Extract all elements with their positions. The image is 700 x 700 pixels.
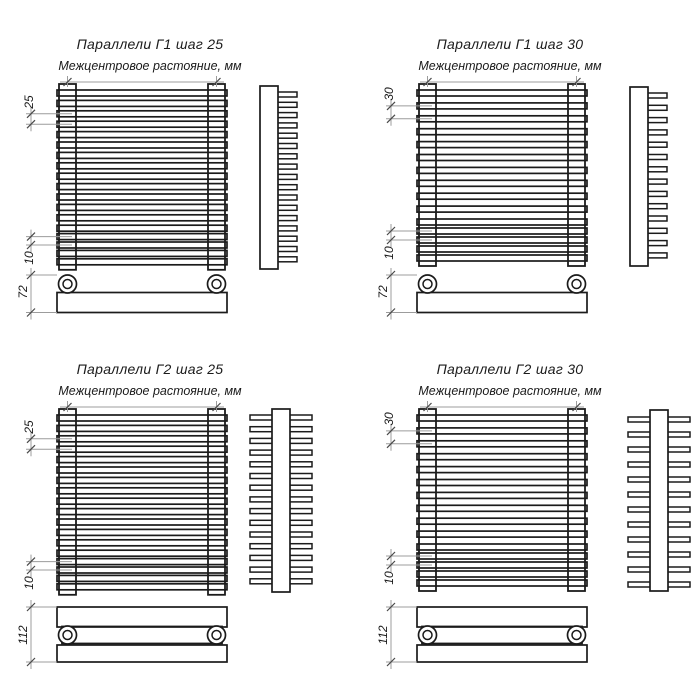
- center-distance-label: Межцентровое растояние, мм: [58, 384, 242, 398]
- dim-small-step-label: 10: [22, 251, 36, 265]
- collector-height-dimension: [386, 600, 417, 669]
- dim-step-label: 25: [22, 95, 36, 109]
- dim-small-step-label: 10: [22, 576, 36, 590]
- panel-line-art: [0, 0, 340, 375]
- panel-title: Параллели Г2 шаг 30: [436, 361, 584, 377]
- panel-parallels-g1-step30: [360, 0, 700, 375]
- collector-height-dimension: [26, 600, 57, 669]
- front-view: [57, 84, 227, 270]
- center-distance-label: Межцентровое растояние, мм: [418, 59, 602, 73]
- center-distance-dimension: [420, 76, 584, 87]
- dim-small-step-label: 10: [382, 571, 396, 585]
- panel-line-art: [360, 325, 700, 700]
- panel-line-art: [360, 0, 700, 375]
- panel-parallels-g2-step30: [360, 325, 700, 700]
- dim-collector-height-label: 112: [16, 625, 30, 645]
- panel-title: Параллели Г1 шаг 30: [436, 36, 584, 52]
- center-distance-dimension: [60, 401, 224, 412]
- center-distance-dimension: [420, 401, 584, 412]
- panel-parallels-g2-step25: [0, 325, 340, 700]
- side-view: [628, 410, 690, 591]
- side-view: [260, 86, 297, 269]
- center-distance-label: Межцентровое растояние, мм: [58, 59, 242, 73]
- panel-parallels-g1-step25: [0, 0, 340, 375]
- collector-height-dimension: [26, 268, 57, 320]
- panel-title: Параллели Г2 шаг 25: [76, 361, 224, 377]
- dim-step-label: 30: [382, 412, 396, 426]
- dim-step-label: 30: [382, 87, 396, 101]
- bottom-collector-view: [57, 607, 227, 662]
- dim-collector-height-label: 72: [376, 285, 390, 299]
- panel-title: Параллели Г1 шаг 25: [76, 36, 224, 52]
- dim-collector-height-label: 72: [16, 285, 30, 299]
- dim-step-label: 25: [22, 420, 36, 434]
- dim-collector-height-label: 112: [376, 625, 390, 645]
- front-view: [57, 409, 227, 595]
- dim-small-step-label: 10: [382, 246, 396, 260]
- collector-height-dimension: [386, 268, 417, 320]
- bottom-collector-view: [417, 275, 587, 313]
- center-distance-dimension: [60, 76, 224, 87]
- side-view: [250, 409, 312, 592]
- bottom-collector-view: [57, 275, 227, 313]
- side-view: [630, 87, 667, 266]
- bottom-collector-view: [417, 607, 587, 662]
- front-view: [417, 409, 587, 591]
- panel-line-art: [0, 325, 340, 700]
- center-distance-label: Межцентровое растояние, мм: [418, 384, 602, 398]
- front-view: [417, 84, 587, 266]
